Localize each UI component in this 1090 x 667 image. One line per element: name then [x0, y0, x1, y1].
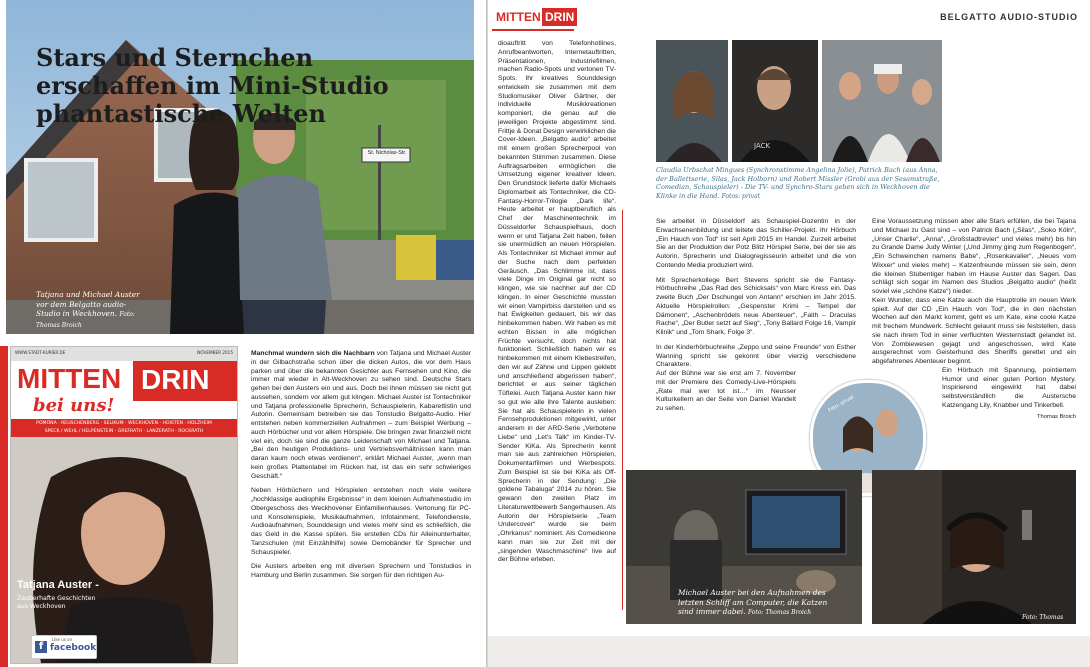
photo-patrick-image [732, 40, 818, 162]
photo-tatjana-microphone [872, 470, 1076, 624]
hero-caption [36, 290, 146, 330]
photo-group-image [822, 40, 942, 162]
article-headline: Stars und Sternchen erschaffen im Mini-Studio phantastische Welten [36, 43, 389, 128]
logo-right: DRIN [542, 8, 577, 26]
svg-text:JACK: JACK [754, 142, 771, 150]
body-column-left [251, 350, 471, 662]
hero-caption-text: Tatjana und Michael Auster vor dem Belgatto audio-Studio in Weckhoven. [36, 290, 140, 319]
cover-red-edge [0, 346, 8, 667]
bottom-right-credit-text: Foto: Thomas Broich [1022, 614, 1064, 632]
section-header: BELGATTO AUDIO-STUDIO [940, 12, 1078, 22]
magazine-cover [10, 346, 238, 664]
body-paragraph: In der Kinderhörbuchreihe „Zeppo und seine Freunde“ von Esther Wanning spricht sie gekonnt über vierzig verschiedene Charaktere. [656, 343, 856, 369]
column-divider [622, 210, 623, 610]
photo-patrick [732, 40, 818, 162]
top-caption [656, 166, 942, 201]
body-paragraph [251, 350, 471, 481]
hero-caption-credit: Foto: Thomas Broich [36, 311, 135, 329]
cover-masthead-bar [11, 361, 237, 419]
photo-tatjana-microphone-image [872, 470, 1076, 624]
cover-website: WWW.STADT-KURIER.DE [15, 350, 66, 355]
photo-group [822, 40, 942, 162]
body-paragraph: Mit Sprecherkollege Bert Stevens spricht sie die Fantasy-Hörbuchreihe „Das Rad des Schicksals“ von Marc Kress ein. Das zweite Buch „Der Dschungel von Antann“ erschien im Jahr 2015. Aktuelle Hörspielrollen: „Gespenster Krimi – Tempel der Dämonen“, „Aschenbrödels neue Abenteuer“, „Faith – Draculas Rache“, „Der Butler setzt auf Sieg“, „Tony Ballard Folge 16, Vampir Klinik“ und „Tom Shark, Folge 3“. [656, 276, 856, 336]
bottom-left-caption-text: Michael Auster bei den Aufnahmen des letzten Schliff am Computer, die Katzen sind immer dabei. [678, 588, 828, 617]
cover-masthead-right-box [133, 361, 237, 401]
cover-subtitle: Zauberhafte Geschichten aus Weckhoven [17, 595, 96, 610]
body-paragraph: Ein Hörbuch mit Spannung, pointiertem Humor und einer guten Portion Mystery. Inspirierend eingewirkt hat dabei selbstverständlich die Austersche Katzengang Lily, Knabber und Tinkerbell. [942, 366, 1076, 409]
photo-claudia [656, 40, 728, 162]
body-text-1: von Tatjana und Michael Auster in der Gilbachstraße schon über die dicken Autos, die vor dem Haus parken und über die bekannten Gesichter aus Fernsehen und Kino, die immer mal wieder in Alt-Weckhoven zu sehen sind. Deutsche Stars gehen bei den Austers ein und aus. Doch bei ihnen müssen sie nicht gut aussehen, sondern vor allem gut klingen. Michael Auster ist Tontechniker und Tatjana professionelle Sprecherin, Schauspielerin, Kabarettistin und Autorin. Gemeinsam betreiben sie das Tonstudio Belgatto-Audio. Hier entstehen neben kommerziellen Aufnahmen – zum Beispiel Werbung – auch Hörbücher und vor allem Hörspiele. Die bringen zwar finanziell nicht viel ein, doch sie sind die ganze Leidenschaft von Michael und Tatjana. „Bei den heutigen Produktions- und Vertriebsverhältnissen kann man daran kaum noch etwas verdienen“, erklärt Michael Auster, „wenn man kein großes Plattenlabel im Rücken hat, ist das ein sehr schwieriges Geschäft.“ [251, 350, 471, 480]
cover-masthead-right: DRIN [141, 364, 210, 395]
right-page [488, 0, 1090, 667]
circle-photo-credit: Foto: privat [827, 394, 856, 414]
cover-masthead-left: MITTEN [17, 363, 122, 394]
body-paragraph: Neben Hörbüchern und Hörspielen entstehen noch viele weitere „hochklassige audiophile Ergebnisse“ in dem kleinen Aufnahmestudio im Obergeschoss des Weckhovener Einfamilienhauses. Vertonung für PC- und Konsolenspiele, Musikaufnahmen, Infotainment, Telefondienste, Audioaufnahmen, Sounddesign und vieles mehr sind es schließlich, die das Geld in die Kasse spülen. Sie erstellen CDs für Alleinunterhalter, Tanzschulen (mit Einzählhilfe) sowie Demobänder für Sprecher und Schauspieler. [251, 487, 471, 556]
left-page [0, 0, 488, 667]
facebook-icon: f [35, 641, 47, 653]
body-lead: Manchmal wundern sich die Nachbarn [251, 350, 375, 357]
facebook-label: facebook [50, 643, 97, 653]
cover-districts-bar [11, 419, 237, 437]
cover-districts-line1: POMONA · REUSCHENBERG · SELIKUM · WECKHOVEN · HOISTEN · HOLZHEIM [36, 421, 212, 426]
cover-districts-line2: SPECK / WEHL / HELPENSTEIN · GREFRATH · LANZERATH · ROCKRATH [44, 428, 204, 434]
street-sign-text: St. Nicholas-Str. [367, 150, 407, 156]
body-paragraph: Kein Wunder, dass eine Katze auch die Hauptrolle im neuen Werk spielt. Auf der CD „Ein Hauch von Tod“, die in den nächsten Wochen auf den Markt kommt, geht es um Kate, eine coole Katze mit frechem Mundwerk. Schlecht gelaunt muss sie feststellen, dass sie nach ihrem Tod in einer verfluchten Westernstadt gelandet ist. Von Zombiewesen gejagt und angeschossen, wird Kate ausgerechnet vom Geisterhund des Sheriffs gerettet und ein abgefahrenes Abenteuer beginnt. [872, 296, 1076, 365]
facebook-prefix: Like us on [52, 637, 73, 642]
middle-column: dioauftritt von Telefonhotlines, Anrufbeantworten, Internetauftritten, Präsentationen, Industriefilmen, machen Radio-Spots und vertonen TV-Spots. Ihr kreatives Sounddesign entwickeln sie zusammen mit dem Studiomusiker Oliver Gärtner, der individuelle Musikkreationen komponiert, die genau auf die jeweiligen Projekte abgestimmt sind. Frittje & Donat Design verwirklichen die Cover-Ideen. „Belgatto audio“ arbeitet mit einem großen Sprecherpool von bekannten Stimmen zusammen. Diese Auftragsarbeiten ermöglichen die Umsetzung eigener kreativer Ideen. Den Grundstock lieferte dafür Michaels Diplomarbeit als Tontechniker, die CD-Fantasy-Horror-Trilogie „Dark life“. Heute arbeitet er hauptberuflich als Chef der Maschinentechnik im Düsseldorfer Schauspielhaus, doch wenn er und Tatjana Zeit haben, feilen sie unermüdlich an neuen Hörspielen. Als Tontechniker ist Michael immer auf der Suche nach dem perfekten Geräusch. „Das Schlimme ist, dass viele Dinge im Original gar nicht so klingen, wie sie nachher auf der CD klingen. In einer Geschichte mussten wir einen Vampirbiss darstellen und es hat Ewigkeiten gedauert, bis wir das hinbekommen haben. Wir haben es mit echten Bissen in alle möglichen Früchte versucht, doch nichts hat funktioniert. Schließlich haben wir es hinbekommen mit einem Klebestreifen, den wir auf Zähne und Lippen geklebt und anschließend abgerissen haben“, berichtet er aus seiner täglichen Tüftelei. Auch Tatjana Auster kann hier so gut wie alle ihre Talente ausleben: Sie hat als Schauspielerin in vielen Fernsehproduktionen mitgewirkt, unter anderem in der ARD-Serie „Verbotene Liebe“ und „Let's Talk“ im Kinder-TV-Sender KiKa. Als Sprecherin kennt man sie aus zahlreichen Hörspielen, Dokumentarfilmen und Werbespots. Zum Beispiel ist sie bei KiKa als Off-Sprecherin in der Sendung: „Die goldene Tabaluga“ 2014 zu hören. Sie gewann den zweiten Platz im Literaturwettbewerb Sangerhausen. Als Autorin der Hörspielserie „Team Undercover“ wurde sie beim „Ohrkanus“ nominiert. Als Comedienne kann man sie zur Zeit mit der „singenden Waschmaschine“ live auf der Bühne erleben. [498, 40, 616, 564]
article-author: Thomas Broich [1037, 413, 1076, 420]
cover-issue: NOVEMBER 2015 [197, 350, 233, 355]
body-paragraph: Eine Voraussetzung müssen aber alle Stars erfüllen, die bei Tajana und Michael zu Gast sind – von Patrick Bach („Silas“, „Soko Köln“, „Unser Charlie“, „Anna“, „Großstadtrevier“ und vieles mehr) bis hin zu Grande Dame Judy Winter („Und Jimmy ging zum Regenbogen“, „Ein Schweinchen namens Babe“, „Rosenkavalier“, „Neues vom Wixxer“ und vieles mehr) – Katzenfreunde müssen sie sein, denn die kleinen Stubentiger haben im Hause Auster das Sagen. Das schlägt sich sogar im Namen des Studios „Belgatto audio“ (heißt soviel wie „schöne Katze“) nieder. [872, 218, 1076, 295]
bottom-left-caption-credit: Foto: Thomas Broich [747, 609, 812, 617]
mittendrin-logo [492, 8, 574, 28]
body-paragraph: Auf der Bühne war sie erst am 7. November mit der Premiere des Comedy-Live-Hörspiels „Rate mal wer tot ist…“ im Neusser Kulturkellern an der Seite von Daniel Wandelt zu sehen. [656, 370, 796, 412]
bottom-left-caption [678, 588, 828, 618]
facebook-badge[interactable] [31, 635, 97, 659]
page-bottom-shadow [488, 636, 1090, 667]
body-paragraph: Die Austers arbeiten eng mit diversen Sprechern und Tonstudios in Hamburg und Berlin zusammen. Sie sorgen für den richtigen Au- [251, 563, 471, 579]
logo-underline [492, 29, 574, 31]
body-paragraph: Sie arbeitet in Düsseldorf als Schauspiel-Dozentin in der Erwachsenenbildung und leitete das Schiller-Projekt. Ihr Hörbuch „Ein Hauch von Tod“ ist seit April 2015 im Handel. Zurzeit arbeitet Sie an der Produktion der Potz Blitz Hörspiel Serie, bei der sie als Autorin, Sprecherin und Dialogregisseurin arbeitet und die von Contendo Media produziert wird. [656, 218, 856, 269]
cover-portrait [11, 437, 237, 663]
top-caption-text: Claudia Urbschat Mingues (Synchronstimme Angelina Jolie), Patrick Bach (aus Anna, der Ballettserie, Silas, Jack Holborn) und Robert Missler (Grobi aus der Sesamstraße, Comedian, Schauspieler) - Die TV- und Synchro-Stars geben sich in Weckhoven die Klinke in die Hand. [656, 166, 940, 200]
top-caption-credit: Fotos: privat [721, 192, 761, 200]
cover-name: Tatjana Auster - [17, 579, 99, 591]
logo-left: MITTEN [496, 10, 541, 24]
bottom-right-credit [1022, 612, 1072, 633]
photo-claudia-image [656, 40, 728, 162]
cover-tagline: bei uns! [33, 395, 115, 416]
